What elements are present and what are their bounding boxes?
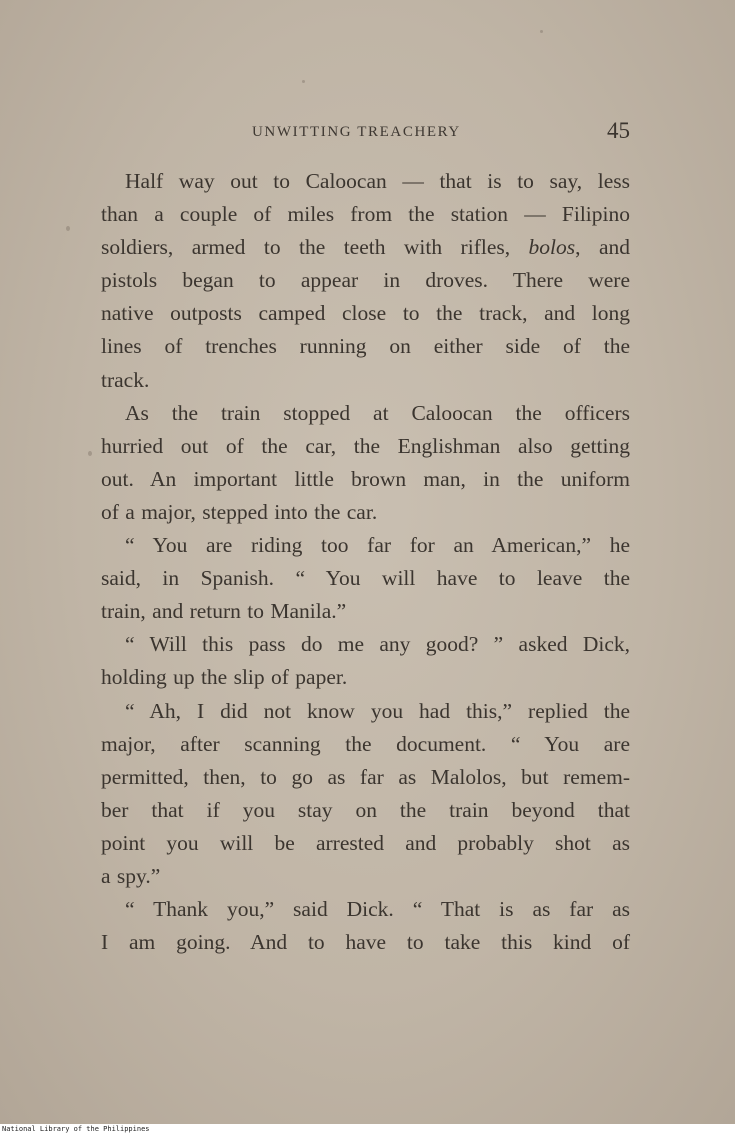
paper-speck	[66, 226, 70, 231]
text-line: point you will be arrested and probably shot as	[101, 830, 630, 855]
text-line: ber that if you stay on the train beyond that	[101, 797, 630, 822]
text-line: train, and return to Manila.”	[101, 599, 347, 624]
running-title: UNWITTING TREACHERY	[252, 124, 461, 140]
text-line: lines of trenches running on either side of the	[101, 334, 630, 359]
text-line: “ Thank you,” said Dick. “ That is as far as	[125, 897, 630, 922]
text-line: “ Ah, I did not know you had this,” replied the	[125, 698, 630, 723]
text-line: permitted, then, to go as far as Malolos, but remem-	[101, 764, 630, 789]
text-line: pistols began to appear in droves. There were	[101, 268, 630, 293]
text-line: native outposts camped close to the track, and long	[101, 301, 630, 326]
text-line: “ You are riding too far for an American,” he	[125, 533, 630, 558]
text-line: of a major, stepped into the car.	[101, 499, 378, 524]
text-line: than a couple of miles from the station — Filipino	[101, 202, 630, 227]
text-line: Half way out to Caloocan — that is to say, less	[125, 169, 630, 193]
text-line: out. An important little brown man, in the uniform	[101, 466, 630, 491]
text-line: As the train stopped at Caloocan the officers	[125, 400, 630, 425]
italic-word: bolos	[528, 235, 576, 260]
text-line: I am going. And to have to take this kind of	[101, 930, 630, 955]
text-line: “ Will this pass do me any good? ” asked Dick,	[125, 632, 630, 657]
body-text	[101, 165, 630, 959]
text-line: holding up the slip of paper.	[101, 665, 348, 690]
text-line: major, after scanning the document. “ You are	[101, 731, 630, 756]
text-line: track.	[101, 367, 150, 392]
paper-speck	[302, 80, 305, 83]
text-line: a spy.”	[101, 863, 161, 888]
text-line: said, in Spanish. “ You will have to leave the	[101, 566, 630, 591]
text-line: soldiers, armed to the teeth with rifles, bolos, and	[101, 235, 630, 260]
paper-speck	[88, 451, 92, 456]
text-line: hurried out of the car, the Englishman also getting	[101, 433, 630, 458]
footer-credit: National Library of the Philippines	[2, 1125, 150, 1133]
page-header	[100, 118, 630, 150]
paper-speck	[540, 30, 543, 33]
page-number: 45	[607, 118, 630, 143]
